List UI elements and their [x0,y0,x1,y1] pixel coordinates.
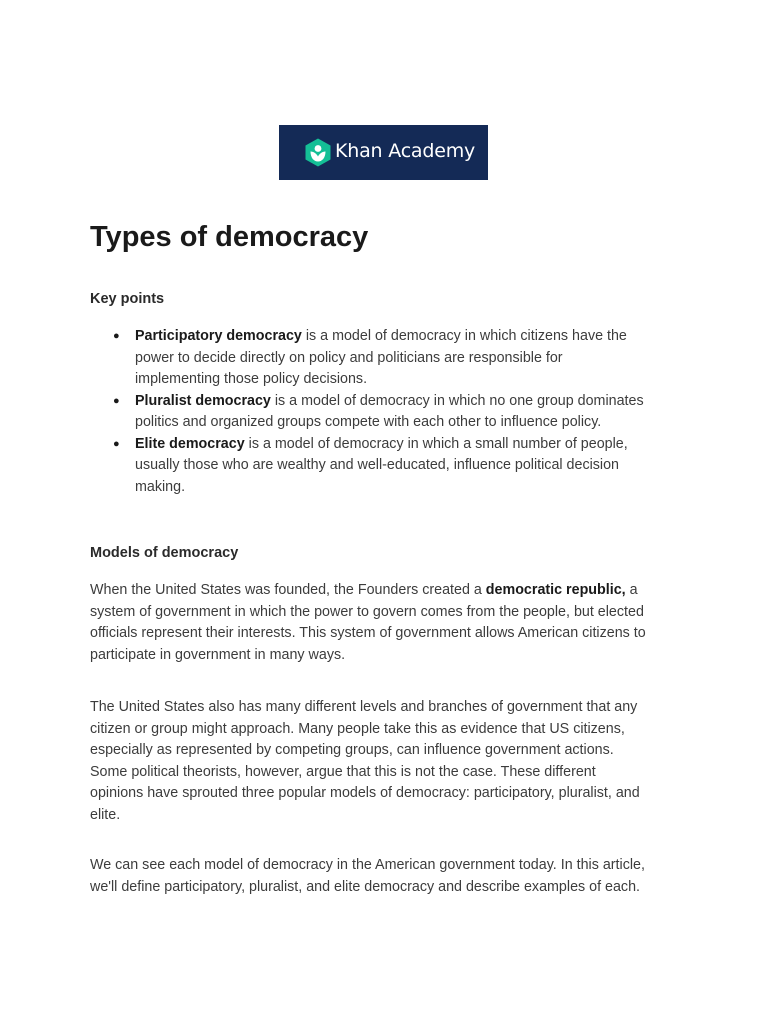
paragraph-text: When the United States was founded, the Founders created a [90,582,486,598]
key-points-heading: Key points [90,291,165,307]
paragraph-line: opinions have sprouted three popular models of democracy: participatory, pluralist, and [90,785,640,801]
bullet-text-line: is a model of democracy in which citizens have the [301,328,627,344]
paragraph-line: system of government in which the power to govern comes from the people, but elected [90,603,644,620]
paragraph-line: Some political theorists, however, argue that this is not the case. These different [90,763,596,780]
paragraph-line: citizen or group might approach. Many people take this as evidence that US citizens, [90,720,625,737]
paragraph-line: especially as represented by competing groups, can influence government actions. [90,742,614,758]
bullet-text-line: usually those who are wealthy and well-educated, influence political decision [135,457,619,473]
paragraph-text: a [625,582,638,598]
bullet-text-line: is a model of democracy in which a small number of people, [244,435,628,452]
paragraph-line: participate in government in many ways. [90,646,346,663]
paragraph-democratic-republic [90,580,690,666]
term-participatory-democracy: Participatory democracy [135,328,302,344]
key-point-elite [90,434,690,499]
bullet-icon: ● [113,394,120,407]
bullet-text-line: power to decide directly on policy and politicians are responsible for [135,349,563,366]
key-point-pluralist [90,391,690,434]
khan-academy-hexagon-icon [304,138,332,167]
page-title: Types of democracy [90,221,369,253]
bullet-text-line: is a model of democracy in which no one group dominates [270,392,644,409]
paragraph-article-intro [90,855,690,898]
key-point-participatory [90,326,690,391]
paragraph-line: officials represent their interests. This system of government allows American citizens to [90,625,646,641]
bullet-text-line: politics and organized groups compete with each other to influence policy. [135,414,602,430]
bullet-icon: ● [113,330,120,342]
term-pluralist-democracy: Pluralist democracy [135,392,271,409]
term-elite-democracy: Elite democracy [135,435,245,452]
khan-academy-logo [279,125,488,180]
paragraph-levels-and-branches [90,697,690,826]
paragraph-line: We can see each model of democracy in the American government today. In this article, [90,857,645,873]
bullet-text-line: making. [135,478,186,495]
models-of-democracy-heading: Models of democracy [90,545,239,561]
paragraph-line: The United States also has many different levels and branches of government that any [90,699,638,715]
key-points-list [90,326,690,498]
bullet-text-line: implementing those policy decisions. [135,371,368,387]
logo-text: Khan Academy [335,140,476,162]
paragraph-line: we'll define participatory, pluralist, and elite democracy and describe examples of each. [90,878,641,895]
bullet-icon: ● [113,437,120,450]
paragraph-line: elite. [90,806,121,823]
term-democratic-republic: democratic republic, [485,582,626,598]
